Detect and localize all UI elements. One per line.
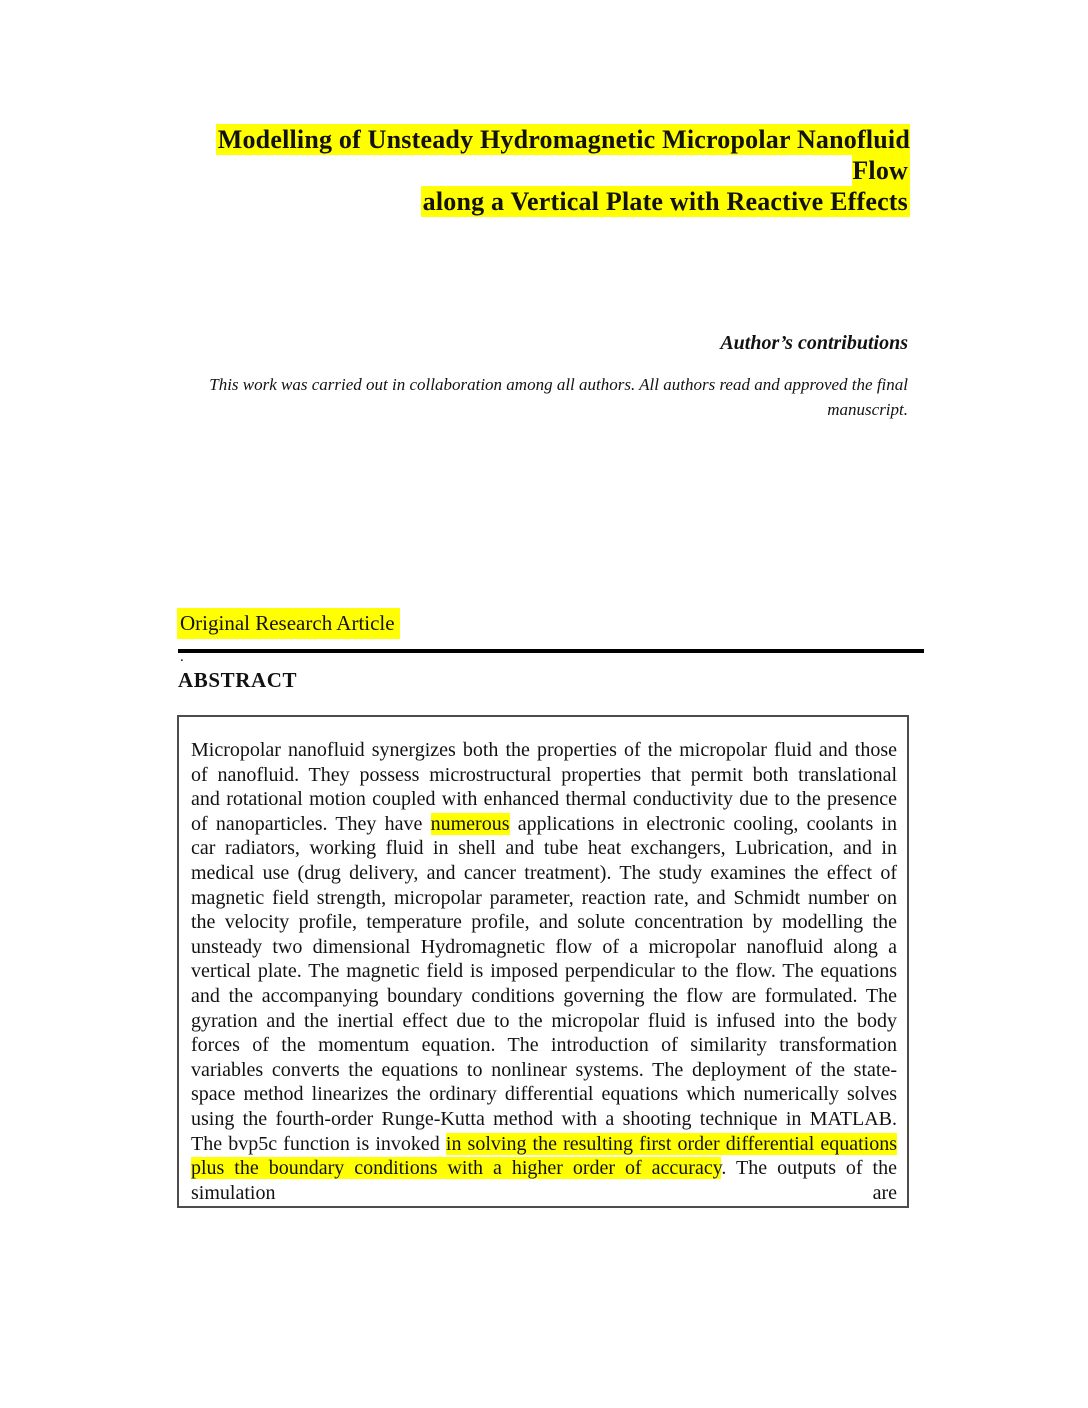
abstract-box <box>177 715 909 1208</box>
author-contributions-text: This work was carried out in collaboration among all authors. All authors read and approved the final manuscript. <box>209 375 908 419</box>
paper-title-line-2 <box>180 186 910 217</box>
abstract-heading: ABSTRACT <box>178 668 298 692</box>
paper-title <box>180 124 910 217</box>
abstract-plain-text: applications in electronic cooling, coolants in car radiators, working fluid in shell and tube heat exchangers, Lubrication, and in medical use (drug delivery, and cancer treatment). The study examines the effect of magnetic field strength, micropolar parameter, reaction rate, and Schmidt number on the velocity profile, temperature profile, and solute concentration by modelling the unsteady two dimensional Hydromagnetic flow of a micropolar nanofluid along a vertical plate. The magnetic field is imposed perpendicular to the flow. The equations and the accompanying boundary conditions governing the flow are formulated. The gyration and the inertial effect due to the micropolar fluid is infused into the body forces of the momentum equation. The introduction of similarity transformation variables converts the equations to nonlinear systems. The deployment of the state-space method linearizes the ordinary differential equations which numerically solves using the fourth-order Runge-Kutta method with a shooting technique in MATLAB. The bvp5c function is invoked <box>191 812 897 1155</box>
paper-title-highlight: along a Vertical Plate with Reactive Effects <box>422 187 908 216</box>
abstract-highlighted-text: numerous <box>430 812 510 835</box>
paper-title-highlight: Modelling of Unsteady Hydromagnetic Micropolar Nanofluid Flow <box>217 125 910 185</box>
paper-title-line-1 <box>180 124 910 186</box>
abstract-plain-text: . The outputs of the simulation are <box>191 1157 897 1204</box>
section-divider-rule <box>178 649 924 653</box>
article-type-highlight: Original Research Article <box>177 608 400 639</box>
abstract-plain-text: Micropolar nanofluid synergizes both the properties of the micropolar fluid and those of nanofluid. They possess microstructural properties that permit both translational and rotational motion coupled with enhanced thermal conductivity due to the presence of nanoparticles. They have <box>191 739 897 835</box>
author-contributions-heading: Author’s contributions <box>720 332 908 354</box>
stray-period: . <box>180 649 184 665</box>
abstract-paragraph <box>191 738 897 1205</box>
abstract-highlighted-text: in solving the resulting first order differential equations plus the boundary conditions with a higher order of accuracy <box>191 1132 897 1180</box>
article-type-label <box>177 610 400 636</box>
